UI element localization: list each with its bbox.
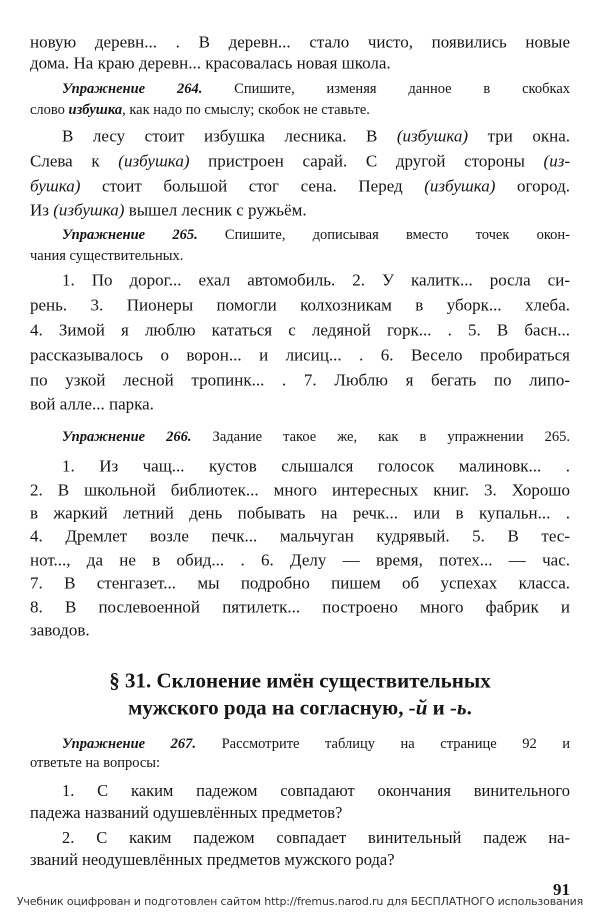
text-segment: званий неодушевлённых предметов мужского рода? (30, 849, 395, 869)
emphasized-text: избушка (68, 101, 123, 118)
text-segment: В лесу стоит избушка лесника. В (62, 126, 397, 146)
text-segment: слово (30, 101, 69, 118)
text-line (30, 55, 570, 72)
text-segment: новую деревн... . В деревн... стало чисто, появились новые (30, 32, 570, 52)
text-segment: рассказывалось о ворон... и лисиц... . 6. Весело пробираться (30, 345, 570, 365)
text-segment: рень. 3. Пионеры помогли колхозникам в уборк... хлеба. (30, 295, 570, 315)
text-line (30, 34, 570, 51)
emphasized-text: (избушка) (118, 151, 190, 171)
text-segment: нот..., да не в обид... . 6. Делу — время, потех... — час. (30, 550, 570, 570)
emphasized-text: (избушка) (424, 176, 496, 196)
text-line (62, 780, 570, 800)
text-segment: в жаркий летний день побывать на речк... или в купальн... . (30, 503, 570, 523)
text-segment: 2. С каким падежом совпадает винительный падеж на- (62, 827, 570, 847)
emphasized-text: -ь (450, 695, 467, 720)
emphasized-text: бушка) (30, 176, 81, 196)
emphasized-text: -й (408, 695, 428, 720)
text-segment: дома. На краю деревн... красовалась новая школа. (30, 53, 391, 73)
text-segment: чания существительных. (30, 247, 184, 264)
footer-note: Учебник оцифрован и подготовлен сайтом http://fremus.narod.ru для БЕСПЛАТНОГО использования (16, 895, 584, 908)
text-line (62, 430, 570, 445)
text-segment: Рассмотрите таблицу на странице 92 и (196, 735, 571, 752)
text-line (30, 552, 570, 569)
text-segment: Задание такое же, как в упражнении 265. (191, 428, 570, 445)
text-line (62, 128, 570, 145)
text-segment: ответьте на вопросы: (30, 754, 161, 771)
section-heading-line (30, 668, 570, 693)
text-segment: . (466, 695, 472, 720)
exercise-title: Упражнение 265. (62, 226, 198, 243)
text-segment: огород. (495, 176, 570, 196)
text-line (62, 458, 570, 475)
text-segment: падежа названий одушевлённых предметов? (30, 802, 343, 822)
text-line (30, 153, 570, 170)
text-line (30, 297, 570, 314)
text-line (30, 599, 570, 616)
text-segment: 1. Из чащ... кустов слышался голосок малиновк... . (62, 456, 570, 476)
text-segment: вышел лесник с ружьём. (124, 200, 307, 220)
text-segment: 2. В школьной библиотек... много интересных книг. 3. Хорошо (30, 480, 570, 500)
text-segment: § 31. Склонение имён существительных (109, 668, 491, 693)
text-line (30, 178, 570, 195)
text-segment: по узкой лесной тропинк... . 7. Люблю я бегать по липо- (30, 370, 570, 390)
text-line (62, 82, 570, 97)
text-segment: 4. Дремлет возле печк... мальчуган кудрявый. 5. В тес- (30, 526, 570, 546)
section-heading-line (30, 695, 570, 720)
page-number: 91 (553, 880, 570, 899)
text-segment: вой алле... парка. (30, 394, 154, 414)
text-segment: Слева к (30, 151, 119, 171)
text-line (30, 575, 570, 592)
text-line (30, 802, 570, 822)
text-line (30, 622, 570, 639)
text-line (30, 505, 570, 522)
text-segment: Спишите, дописывая вместо точек окон- (197, 226, 571, 243)
text-segment: 7. В стенгазет... мы подробно пишем об успехах класса. (30, 573, 570, 593)
text-line (30, 202, 570, 219)
text-line (30, 372, 570, 389)
text-segment: 1. С каким падежом совпадают окончания винительного (62, 780, 570, 800)
emphasized-text: (избушка) (53, 200, 125, 220)
text-line (30, 347, 570, 364)
text-line (30, 756, 570, 771)
text-line (30, 396, 570, 413)
emphasized-text: (из- (543, 151, 570, 171)
text-line (30, 322, 570, 339)
text-segment: Из (30, 200, 54, 220)
text-line (62, 737, 570, 752)
text-segment: стоит большой стог сена. Перед (80, 176, 425, 196)
text-segment: 8. В послевоенной пятилетк... построено много фабрик и (30, 597, 570, 617)
text-line (62, 827, 570, 847)
text-segment: 4. Зимой я люблю кататься с ледяной горк... . 5. В басн... (30, 320, 570, 340)
text-line (62, 272, 570, 289)
text-segment: пристроен сарай. С другой стороны (189, 151, 544, 171)
text-segment: три окна. (468, 126, 570, 146)
text-line (62, 228, 570, 243)
text-line (30, 249, 570, 264)
text-segment: заводов. (30, 620, 90, 640)
text-line (30, 849, 570, 869)
exercise-title: Упражнение 267. (62, 735, 197, 752)
text-segment: Спишите, изменяя данное в скобках (202, 80, 571, 97)
text-line (30, 528, 570, 545)
text-segment: мужского рода на согласную, (128, 695, 409, 720)
exercise-title: Упражнение 264. (62, 80, 203, 97)
text-segment: 1. По дорог... ехал автомобиль. 2. У калитк... росла си- (62, 270, 570, 290)
text-segment: и (427, 695, 451, 720)
emphasized-text: (избушка) (396, 126, 469, 146)
text-line (30, 103, 570, 118)
text-line (30, 482, 570, 499)
text-segment: , как надо по смыслу; скобок не ставьте. (122, 101, 370, 118)
exercise-title: Упражнение 266. (62, 428, 192, 445)
